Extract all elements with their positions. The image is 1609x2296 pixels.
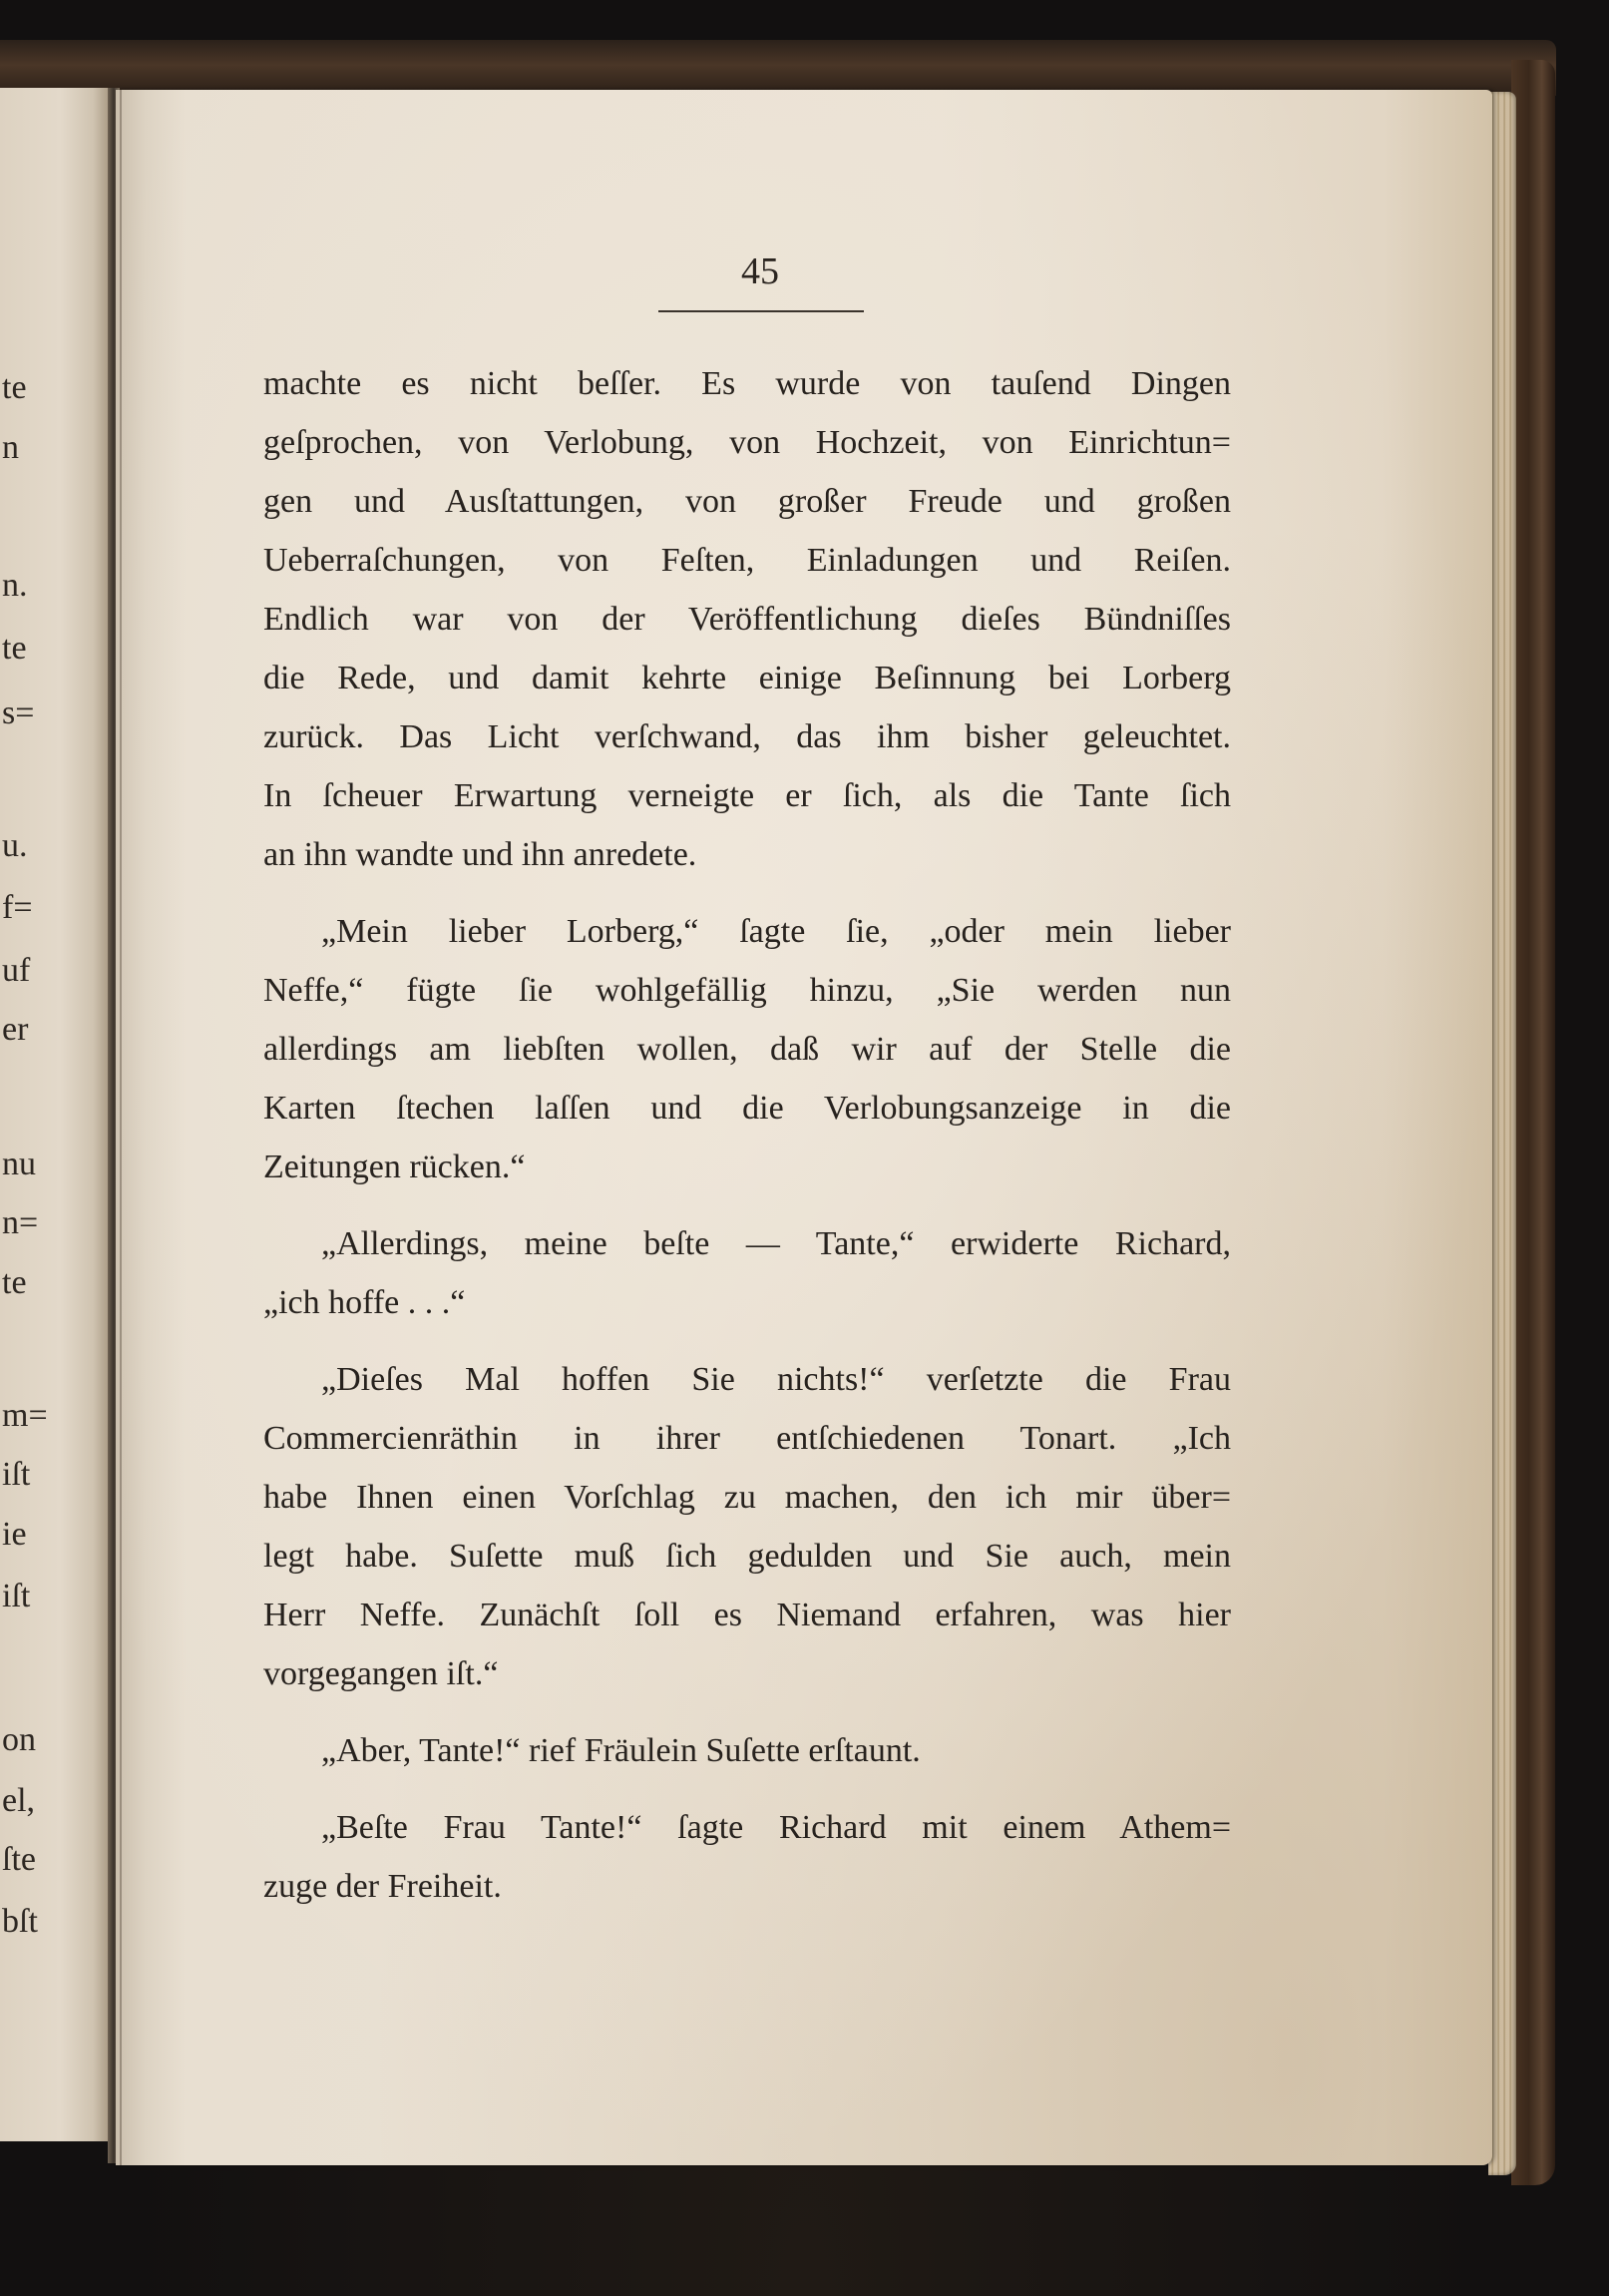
- page-edges-stack: [1488, 92, 1516, 2175]
- left-page-fragment: m=: [2, 1397, 48, 1434]
- text-line: Ueberraſchungen, von Feſten, Einladungen und Reiſen.: [263, 542, 1231, 579]
- left-page-fragment: bſt: [2, 1903, 38, 1940]
- right-page: [116, 90, 1492, 2165]
- text-line: habe Ihnen einen Vorſchlag zu machen, den ich mir über=: [263, 1479, 1231, 1516]
- text-line: Neffe,“ fügte ſie wohlgefällig hinzu, „Sie werden nun: [263, 972, 1231, 1009]
- text-line: zuge der Freiheit.: [263, 1868, 502, 1905]
- text-line: allerdings am liebſten wollen, daß wir auf der Stelle die: [263, 1031, 1231, 1068]
- text-line: die Rede, und damit kehrte einige Beſinnung bei Lorberg: [263, 660, 1231, 696]
- text-line: Karten ſtechen laſſen und die Verlobungsanzeige in die: [263, 1090, 1231, 1127]
- text-line: „Mein lieber Lorberg,“ ſagte ſie, „oder mein lieber: [321, 913, 1231, 950]
- left-page-fragment: er: [2, 1011, 29, 1048]
- text-line: „ich hoffe . . .“: [263, 1284, 466, 1321]
- page-number: 45: [741, 250, 779, 292]
- left-page-fragment: te: [2, 369, 27, 406]
- text-line: Herr Neffe. Zunächſt ſoll es Niemand erfahren, was hier: [263, 1597, 1231, 1633]
- book-cover-top-edge: [0, 40, 1556, 96]
- text-line: gen und Ausſtattungen, von großer Freude und großen: [263, 483, 1231, 520]
- text-line: Endlich war von der Veröffentlichung dieſes Bündniſſes: [263, 601, 1231, 638]
- left-page-fragment: n=: [2, 1204, 39, 1241]
- left-page-fragment: n: [2, 429, 19, 466]
- paragraph: [263, 1214, 1231, 1332]
- left-page-fragment: s=: [2, 694, 35, 731]
- left-page-fragment: ie: [2, 1516, 27, 1553]
- page-number-rule: [658, 310, 864, 312]
- text-line: vorgegangen iſt.“: [263, 1655, 499, 1692]
- text-line: „Beſte Frau Tante!“ ſagte Richard mit einem Athem=: [321, 1809, 1231, 1846]
- paragraph: [263, 1350, 1231, 1703]
- text-line: zurück. Das Licht verſchwand, das ihm bisher geleuchtet.: [263, 718, 1231, 755]
- left-page-fragment: u.: [2, 827, 28, 864]
- left-page-fragment: n.: [2, 567, 28, 604]
- gutter-shadow-line: [120, 90, 122, 2165]
- paragraph: [263, 354, 1231, 884]
- paragraph: [263, 1798, 1231, 1916]
- left-page-fragment: te: [2, 630, 27, 667]
- left-page-fragment: f=: [2, 889, 33, 926]
- left-page-fragment: uf: [2, 952, 31, 989]
- text-line: „Allerdings, meine beſte — Tante,“ erwiderte Richard,: [321, 1225, 1231, 1262]
- paragraph: [263, 902, 1231, 1196]
- left-page-fragment: iſt: [2, 1578, 31, 1614]
- left-page-fragment: ſte: [2, 1841, 36, 1878]
- text-line: machte es nicht beſſer. Es wurde von tauſend Dingen: [263, 365, 1231, 402]
- text-line: legt habe. Suſette muß ſich gedulden und Sie auch, mein: [263, 1538, 1231, 1575]
- text-line: In ſcheuer Erwartung verneigte er ſich, als die Tante ſich: [263, 777, 1231, 814]
- left-facing-page: [0, 88, 110, 2141]
- left-page-fragment: iſt: [2, 1456, 31, 1493]
- book-cover-spine-edge: [1511, 60, 1555, 2185]
- left-page-fragment: on: [2, 1721, 36, 1758]
- left-page-fragment: nu: [2, 1146, 36, 1182]
- text-line: geſprochen, von Verlobung, von Hochzeit, von Einrichtun=: [263, 424, 1231, 461]
- text-line: Commercienräthin in ihrer entſchiedenen Tonart. „Ich: [263, 1420, 1231, 1457]
- text-line: „Aber, Tante!“ rief Fräulein Suſette erſtaunt.: [321, 1732, 921, 1769]
- body-text: [263, 354, 1231, 1916]
- paragraph: [263, 1721, 1231, 1780]
- text-line: Zeitungen rücken.“: [263, 1148, 526, 1185]
- left-page-fragment: te: [2, 1264, 27, 1301]
- text-line: an ihn wandte und ihn anredete.: [263, 836, 697, 873]
- left-page-fragment: el,: [2, 1782, 36, 1819]
- text-line: „Dieſes Mal hoffen Sie nichts!“ verſetzte die Frau: [321, 1361, 1231, 1398]
